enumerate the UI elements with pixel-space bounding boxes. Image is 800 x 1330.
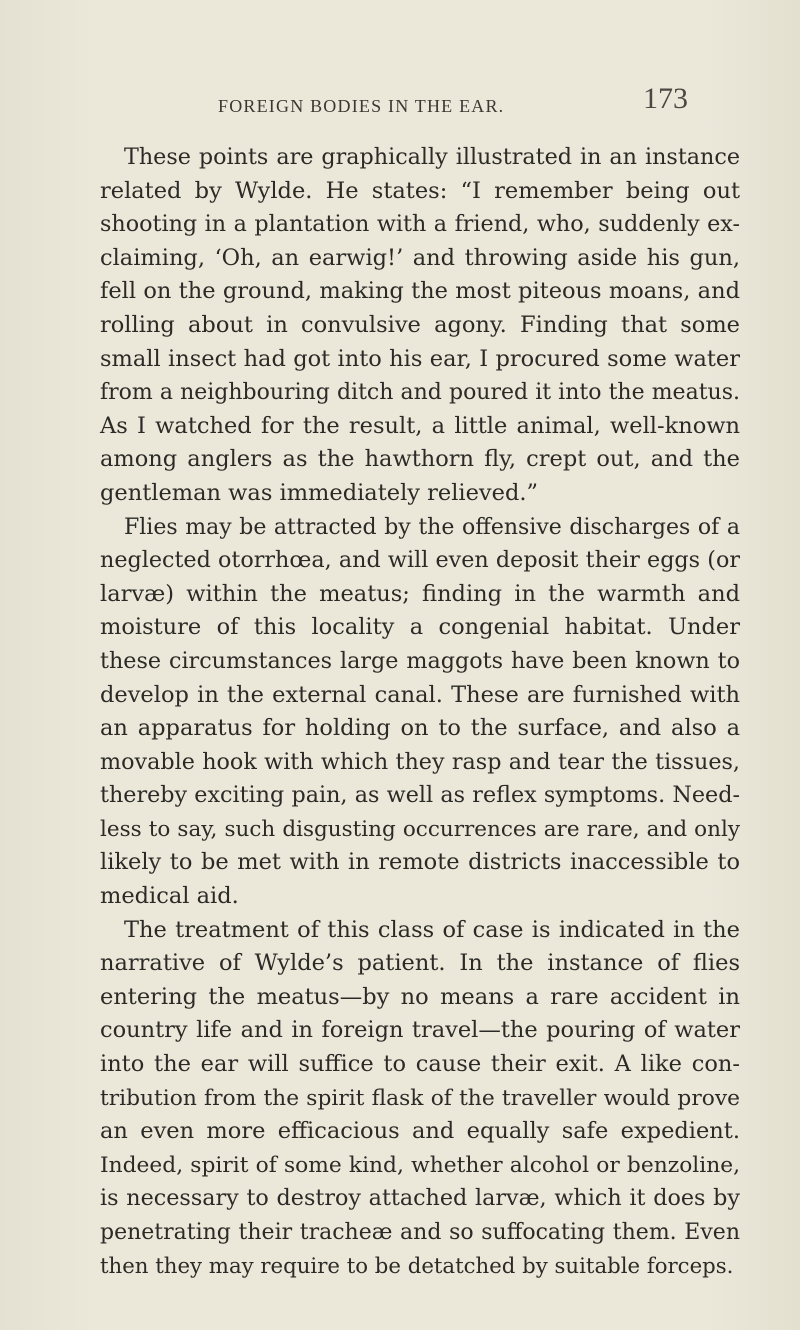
- text-line: As I watched for the result, a little animal, well-known: [100, 412, 740, 439]
- text-line: gentleman was immediately relieved.”: [100, 479, 539, 506]
- text-line: an even more efficacious and equally safe expedient.: [100, 1118, 740, 1145]
- text-line: an apparatus for holding on to the surface, and also a: [100, 715, 740, 742]
- text-line: entering the meatus—by no means a rare accident in: [100, 983, 740, 1010]
- text-line: Indeed, spirit of some kind, whether alcohol or benzoline,: [100, 1152, 740, 1178]
- text-line: The treatment of this class of case is indicated in the: [124, 916, 740, 943]
- text-line: likely to be met with in remote districts inaccessible to: [100, 849, 740, 876]
- text-line: fell on the ground, making the most piteous moans, and: [100, 278, 740, 305]
- text-line: moisture of this locality a congenial habitat. Under: [100, 614, 740, 641]
- text-line: thereby exciting pain, as well as reflex symptoms. Need-: [100, 782, 740, 809]
- page-number: 173: [643, 82, 688, 115]
- text-line: narrative of Wylde’s patient. In the instance of flies: [100, 950, 740, 977]
- text-line: is necessary to destroy attached larvæ, which it does by: [100, 1185, 740, 1212]
- text-line: larvæ) within the meatus; finding in the warmth and: [100, 580, 740, 607]
- running-head: FOREIGN BODIES IN THE EAR.: [218, 96, 505, 116]
- paragraph: [100, 914, 740, 1284]
- paragraph: [100, 141, 740, 511]
- text-line: rolling about in convulsive agony. Finding that some: [100, 311, 740, 338]
- text-line: among anglers as the hawthorn fly, crept out, and the: [100, 446, 740, 473]
- text-line: penetrating their tracheæ and so suffocating them. Even: [100, 1220, 740, 1245]
- text-line: develop in the external canal. These are furnished with: [100, 681, 740, 708]
- text-line: less to say, such disgusting occurrences are rare, and only: [100, 816, 740, 842]
- text-line: These points are graphically illustrated in an instance: [124, 144, 740, 170]
- text-line: shooting in a plantation with a friend, who, suddenly ex-: [100, 211, 740, 238]
- text-line: then they may require to be detatched by suitable forceps.: [100, 1253, 734, 1279]
- text-line: movable hook with which they rasp and tear the tissues,: [100, 748, 740, 775]
- text-line: medical aid.: [100, 883, 239, 910]
- text-line: country life and in foreign travel—the pouring of water: [100, 1017, 740, 1044]
- text-line: neglected otorrhœa, and will even deposit their eggs (or: [100, 547, 740, 574]
- text-line: tribution from the spirit flask of the traveller would prove: [100, 1085, 740, 1111]
- text-line: related by Wylde. He states: “I remember being out: [100, 177, 740, 204]
- text-line: claiming, ‘Oh, an earwig!’ and throwing aside his gun,: [100, 244, 740, 271]
- text-line: from a neighbouring ditch and poured it into the meatus.: [100, 380, 740, 406]
- text-line: into the ear will suffice to cause their exit. A like con-: [100, 1051, 740, 1078]
- text-line: small insect had got into his ear, I procured some water: [100, 345, 740, 372]
- body-text: [100, 141, 740, 1283]
- text-line: Flies may be attracted by the offensive discharges of a: [124, 514, 740, 540]
- text-line: these circumstances large maggots have been known to: [100, 647, 740, 674]
- paragraph: [100, 511, 740, 914]
